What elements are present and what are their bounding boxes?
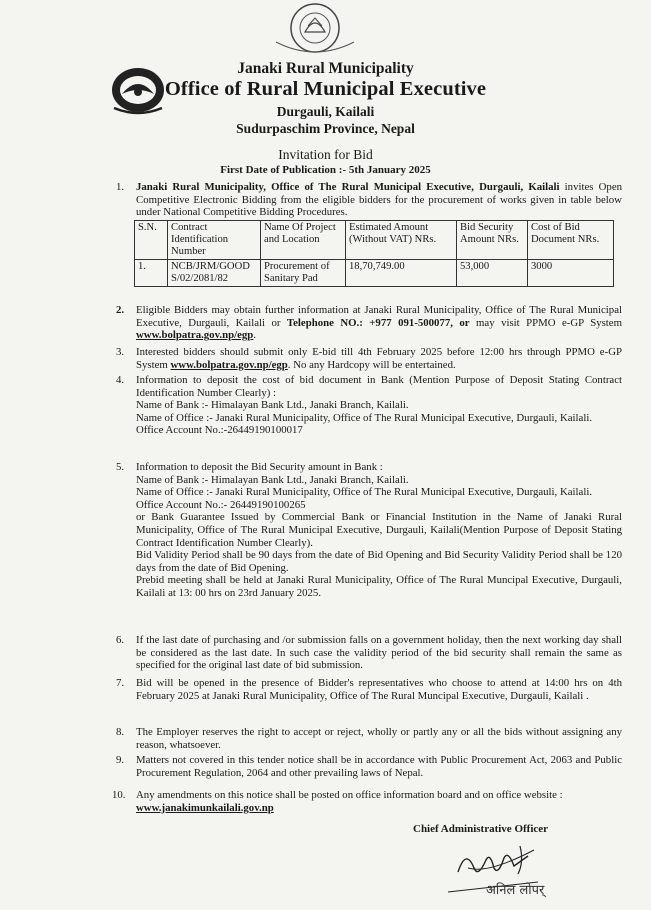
notice-item-9 [116, 754, 622, 779]
telephone-number: Telephone NO.: +977 091-500077, or [286, 316, 470, 329]
item-5-line: or Bank Guarantee Issued by Commercial Bank or Financial Institution in the Name of Janaki Rural Municipality, Office of The Rural Municipal Executive, Durgauli, Kailali(Mention Purpose of Deposit Stating Contract Identification Number Clearly). [136, 511, 622, 549]
notice-item-3 [116, 346, 622, 371]
table-cell: 53,000 [457, 260, 528, 287]
item-number: 10. [112, 789, 126, 801]
office-name: Office of Rural Municipal Executive [164, 78, 487, 100]
item-number: 3. [116, 346, 125, 358]
item-3-text-b: . No any Hardcopy will be entertained. [287, 358, 456, 371]
item-5-line: Information to deposit the Bid Security amount in Bank : [136, 461, 383, 473]
item-5-line: Office Account No.:- 26449190100265 [136, 498, 306, 511]
item-9-text: Matters not covered in this tender notice shall be in accordance with Public Procurement Act, 2063 and Public Procurement Regulation, 2064 and other prevailing laws of Nepal. [136, 754, 622, 779]
item-4-line: Office Account No.:-26449190100017 [136, 424, 303, 437]
item-6-text: If the last date of purchasing and /or submission falls on a government holiday, then the next working day shall be considered as the last date. In such case the validity period of the bid security shall remain the same as specified for the original last date of bid submission. [136, 634, 622, 672]
notice-item-7 [116, 677, 622, 702]
item-4-line: Name of Bank :- Himalayan Bank Ltd., Janaki Branch, Kailali. [136, 399, 409, 412]
notice-item-4 [116, 374, 622, 437]
office-province: Sudurpaschim Province, Nepal [236, 121, 415, 136]
table-header-cell: Contract Identification Number [168, 221, 261, 260]
notice-item-6 [116, 634, 622, 672]
signature-icon [438, 838, 568, 908]
publication-date: First Date of Publication :- 5th January 2025 [220, 164, 431, 176]
item-3-text-a: Interested bidders should submit only E-bid till 4th February 2025 before 12:00 hrs through PPMO e-GP System [136, 346, 622, 371]
item-number: 6. [116, 634, 125, 646]
table-cell: NCB/JRM/GOODS/02/2081/82 [168, 260, 261, 287]
table-header-cell: Name Of Project and Location [261, 221, 346, 260]
item-number: 4. [116, 374, 125, 386]
egp-link[interactable]: www.bolpatra.gov.np/egp [170, 358, 288, 371]
item-4-line: Name of Office :- Janaki Rural Municipality, Office of The Rural Municipal Executive, Durgauli, Kailali. [136, 411, 593, 424]
item-5-line: Prebid meeting shall be held at Janaki Rural Municipality, Office of The Rural Muncipal Executive, Durgauli, Kailali at 13: 00 hrs on 23rd January 2025. [136, 574, 622, 599]
notice-item-1 [116, 181, 622, 219]
item-4-line: Information to deposit the cost of bid document in Bank (Mention Purpose of Deposit Stating Contract Identification Number Clearly) : [136, 374, 622, 399]
table-cell: 18,70,749.00 [346, 260, 457, 287]
office-location: Durgauli, Kailali [276, 104, 375, 119]
item-number: 1. [116, 181, 125, 193]
item-2-text-c: . [253, 329, 256, 342]
table-cell: Procurement of Sanitary Pad [261, 260, 346, 287]
bid-table [134, 220, 614, 287]
item-5-line: Bid Validity Period shall be 90 days from the date of Bid Opening and Bid Security Validity Period shall be 120 days from the date of Bid Opening. [136, 549, 622, 574]
item-7-text: Bid will be opened in the presence of Bidder's representatives who choose to attend at 14:00 hrs on 4th February 2025 at Janaki Rural Municipality, Office of The Rural Muncipal Executive, Durgauli, Kailali . [136, 677, 622, 702]
table-row [135, 260, 614, 287]
table-header-cell: Bid Security Amount NRs. [457, 221, 528, 260]
municipality-seal-icon [272, 2, 358, 58]
item-5-line: Name of Bank :- Himalayan Bank Ltd., Janaki Branch, Kailali. [136, 473, 409, 486]
notice-item-10 [112, 789, 622, 814]
notice-item-8 [116, 726, 622, 751]
notice-item-5 [116, 461, 622, 600]
item-number: 7. [116, 677, 125, 689]
item-number: 2. [116, 304, 125, 316]
signatory-name-handwritten: अनिल लोपर् [486, 883, 545, 898]
municipality-name: Janaki Rural Municipality [237, 60, 414, 77]
website-link[interactable]: www.janakimunkailali.gov.np [136, 801, 274, 814]
item-2-text-b: may visit PPMO e-GP System [469, 316, 622, 329]
table-header-cell: Estimated Amount (Without VAT) NRs. [346, 221, 457, 260]
notice-item-2 [116, 304, 622, 342]
item-1-text: invites Open Competitive Electronic Bidding from the eligible bidders for the procurement of works given in table below under National Competitive Bidding Procedures. [136, 181, 623, 219]
table-header-cell: S.N. [135, 221, 168, 260]
item-1-bold-text: Janaki Rural Municipality, Office of The Rural Municipal Executive, Durgauli, Kailali [136, 181, 560, 193]
table-header-cell: Cost of Bid Document NRs. [528, 221, 614, 260]
table-cell: 1. [135, 260, 168, 287]
item-number: 5. [116, 461, 125, 473]
item-8-text: The Employer reserves the right to accept or reject, wholly or partly any or all the bids without assigning any reason, whatsoever. [136, 726, 622, 751]
item-2-text-a: Eligible Bidders may obtain further information at Janaki Rural Municipality, Office of The Rural Municipal Executive, Durgauli, Kailali or [136, 304, 622, 329]
table-cell: 3000 [528, 260, 614, 287]
item-number: 9. [116, 754, 125, 766]
item-number: 8. [116, 726, 125, 738]
item-10-text: Any amendments on this notice shall be posted on office information board and on office website : [136, 789, 563, 801]
notice-title: Invitation for Bid [278, 147, 373, 162]
table-header-row [135, 221, 614, 260]
item-5-line: Name of Office :- Janaki Rural Municipality, Office of The Rural Municipal Executive, Durgauli, Kailali. [136, 486, 593, 499]
signatory-title: Chief Administrative Officer [413, 823, 549, 835]
egp-link[interactable]: www.bolpatra.gov.np/egp [136, 329, 254, 342]
